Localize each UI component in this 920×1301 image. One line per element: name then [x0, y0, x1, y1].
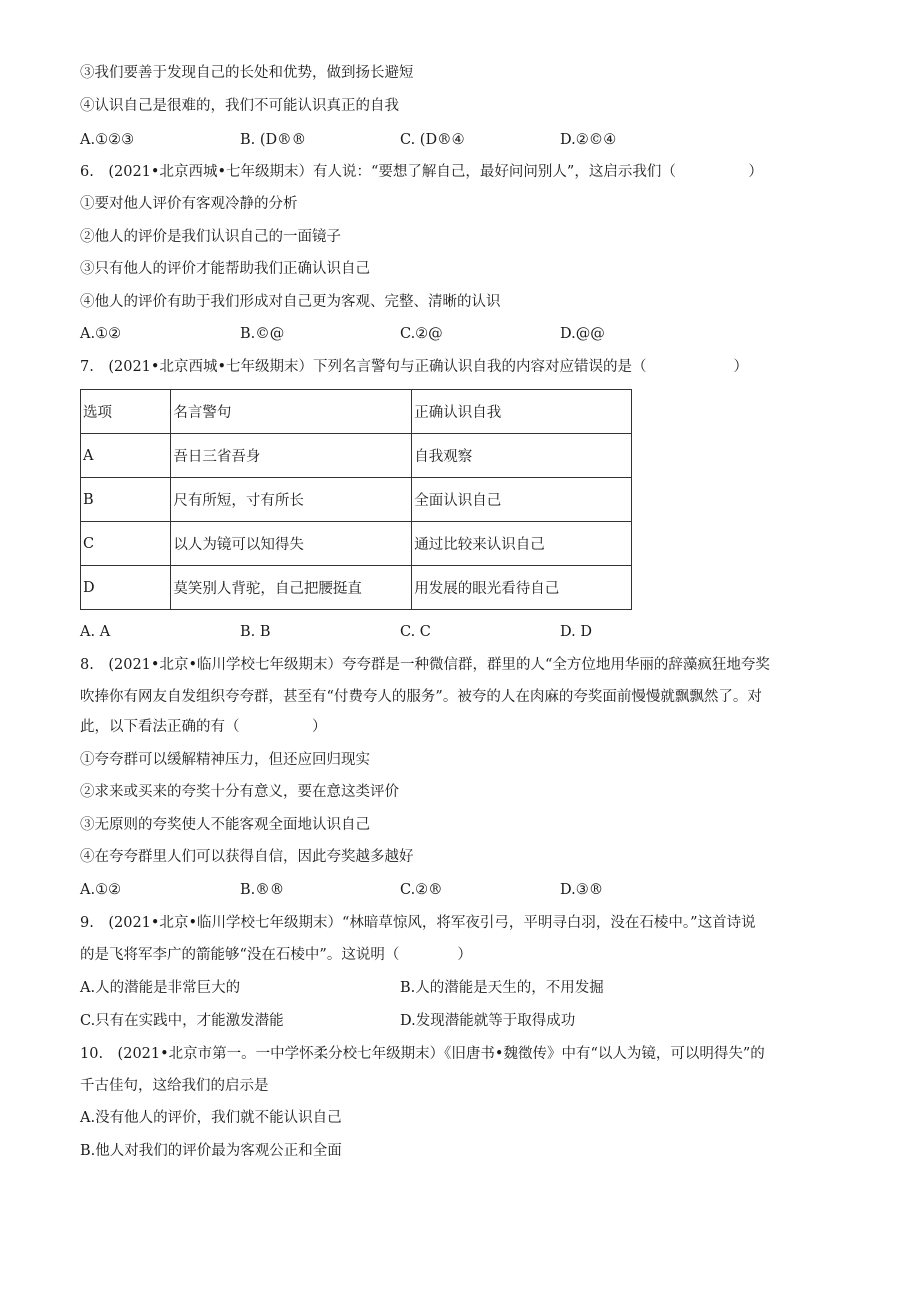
table-cell: 吾日三省吾身 — [171, 434, 412, 478]
q8-stem-line-1: 8. (2021•北京•临川学校七年级期末）夸夸群是一种微信群，群里的人“全方位地用华丽的辞藻疯狂地夸奖 — [80, 657, 770, 673]
q9-option-b[interactable]: B.人的潜能是天生的，不用发掘 — [400, 980, 604, 996]
table-cell: A — [81, 434, 171, 478]
table-cell: 通过比较来认识自己 — [412, 522, 632, 566]
q6-option-b[interactable]: B.©@ — [240, 326, 285, 342]
q5-option-c[interactable]: C. (D®④ — [400, 132, 465, 148]
q8-option-a[interactable]: A.①② — [80, 882, 122, 898]
q5-option-b[interactable]: B. (D®® — [240, 132, 307, 148]
q7-stem: 7. (2021•北京西城•七年级期末）下列名言警句与正确认识自我的内容对应错误的是（ ） — [80, 359, 748, 375]
q7-option-c[interactable]: C. C — [400, 624, 431, 640]
q8-option-c[interactable]: C.②® — [400, 882, 443, 898]
q7-table — [80, 389, 632, 610]
q8-statement-4: ④在夸夸群里人们可以获得自信，因此夸奖越多越好 — [80, 849, 414, 865]
table-header-row — [81, 390, 632, 434]
q6-option-c[interactable]: C.②@ — [400, 326, 443, 342]
q6-statement-2: ②他人的评价是我们认识自己的一面镜子 — [80, 229, 341, 245]
q8-option-d[interactable]: D.③® — [560, 882, 604, 898]
q6-stem: 6. (2021•北京西城•七年级期末）有人说：“要想了解自己，最好问问别人”，这启示我们（ ） — [80, 164, 763, 180]
q7-option-a[interactable]: A. A — [80, 624, 111, 640]
q9-option-d[interactable]: D.发现潜能就等于取得成功 — [400, 1013, 576, 1029]
table-row — [81, 522, 632, 566]
q5-statement-4: ④认识自己是很难的，我们不可能认识真正的自我 — [80, 98, 399, 114]
q6-statement-1: ①要对他人评价有客观冷静的分析 — [80, 196, 298, 212]
q5-statement-3: ③我们要善于发现自己的长处和优势，做到扬长避短 — [80, 65, 414, 81]
q10-stem-line-1: 10. (2021•北京市第一。一中学怀柔分校七年级期末）《旧唐书•魏徵传》中有“以人为镜，可以明得失”的 — [80, 1046, 765, 1062]
table-header-cell: 选项 — [81, 390, 171, 434]
q8-stem-line-2: 吹捧你有网友自发组织夸夸群，甚至有“付费夸人的服务”。被夸的人在肉麻的夸奖面前慢慢就飘飘然了。对 — [80, 689, 762, 705]
table-cell: 自我观察 — [412, 434, 632, 478]
q8-statement-1: ①夸夸群可以缓解精神压力，但还应回归现实 — [80, 752, 370, 768]
table-row — [81, 566, 632, 610]
table-cell: 用发展的眼光看待自己 — [412, 566, 632, 610]
table-cell: D — [81, 566, 171, 610]
q5-option-d[interactable]: D.②©④ — [560, 132, 617, 148]
table-cell: B — [81, 478, 171, 522]
q6-option-d[interactable]: D.@@ — [560, 326, 605, 342]
q6-option-a[interactable]: A.①② — [80, 326, 122, 342]
q10-option-a[interactable]: A.没有他人的评价，我们就不能认识自己 — [80, 1110, 342, 1126]
q8-stem-line-3: 此，以下看法正确的有（ ） — [80, 719, 327, 735]
q9-stem-line-2: 的是飞将军李广的箭能够“没在石棱中”。这说明（ ） — [80, 947, 472, 963]
table-header-cell: 名言警句 — [171, 390, 412, 434]
table-header-cell: 正确认识自我 — [412, 390, 632, 434]
q9-stem-line-1: 9. (2021•北京•临川学校七年级期末）“林暗草惊风，将军夜引弓，平明寻白羽，没在石棱中。”这首诗说 — [80, 915, 756, 931]
q10-option-b[interactable]: B.他人对我们的评价最为客观公正和全面 — [80, 1143, 342, 1159]
q6-statement-4: ④他人的评价有助于我们形成对自己更为客观、完整、清晰的认识 — [80, 294, 501, 310]
q5-option-a[interactable]: A.①②③ — [80, 132, 135, 148]
q9-option-a[interactable]: A.人的潜能是非常巨大的 — [80, 980, 241, 996]
q8-statement-2: ②求来或买来的夸奖十分有意义，要在意这类评价 — [80, 784, 399, 800]
table-cell: C — [81, 522, 171, 566]
table-cell: 以人为镜可以知得失 — [171, 522, 412, 566]
q8-option-b[interactable]: B.®® — [240, 882, 285, 898]
q7-option-d[interactable]: D. D — [560, 624, 592, 640]
table-cell: 莫笑别人背驼，自己把腰挺直 — [171, 566, 412, 610]
table-cell: 全面认识自己 — [412, 478, 632, 522]
q7-option-b[interactable]: B. B — [240, 624, 271, 640]
q6-statement-3: ③只有他人的评价才能帮助我们正确认识自己 — [80, 261, 370, 277]
table-row — [81, 434, 632, 478]
table-row — [81, 478, 632, 522]
table-cell: 尺有所短，寸有所长 — [171, 478, 412, 522]
q9-option-c[interactable]: C.只有在实践中，才能激发潜能 — [80, 1013, 284, 1029]
q8-statement-3: ③无原则的夸奖使人不能客观全面地认识自己 — [80, 817, 370, 833]
q10-stem-line-2: 千古佳句，这给我们的启示是 — [80, 1078, 269, 1094]
